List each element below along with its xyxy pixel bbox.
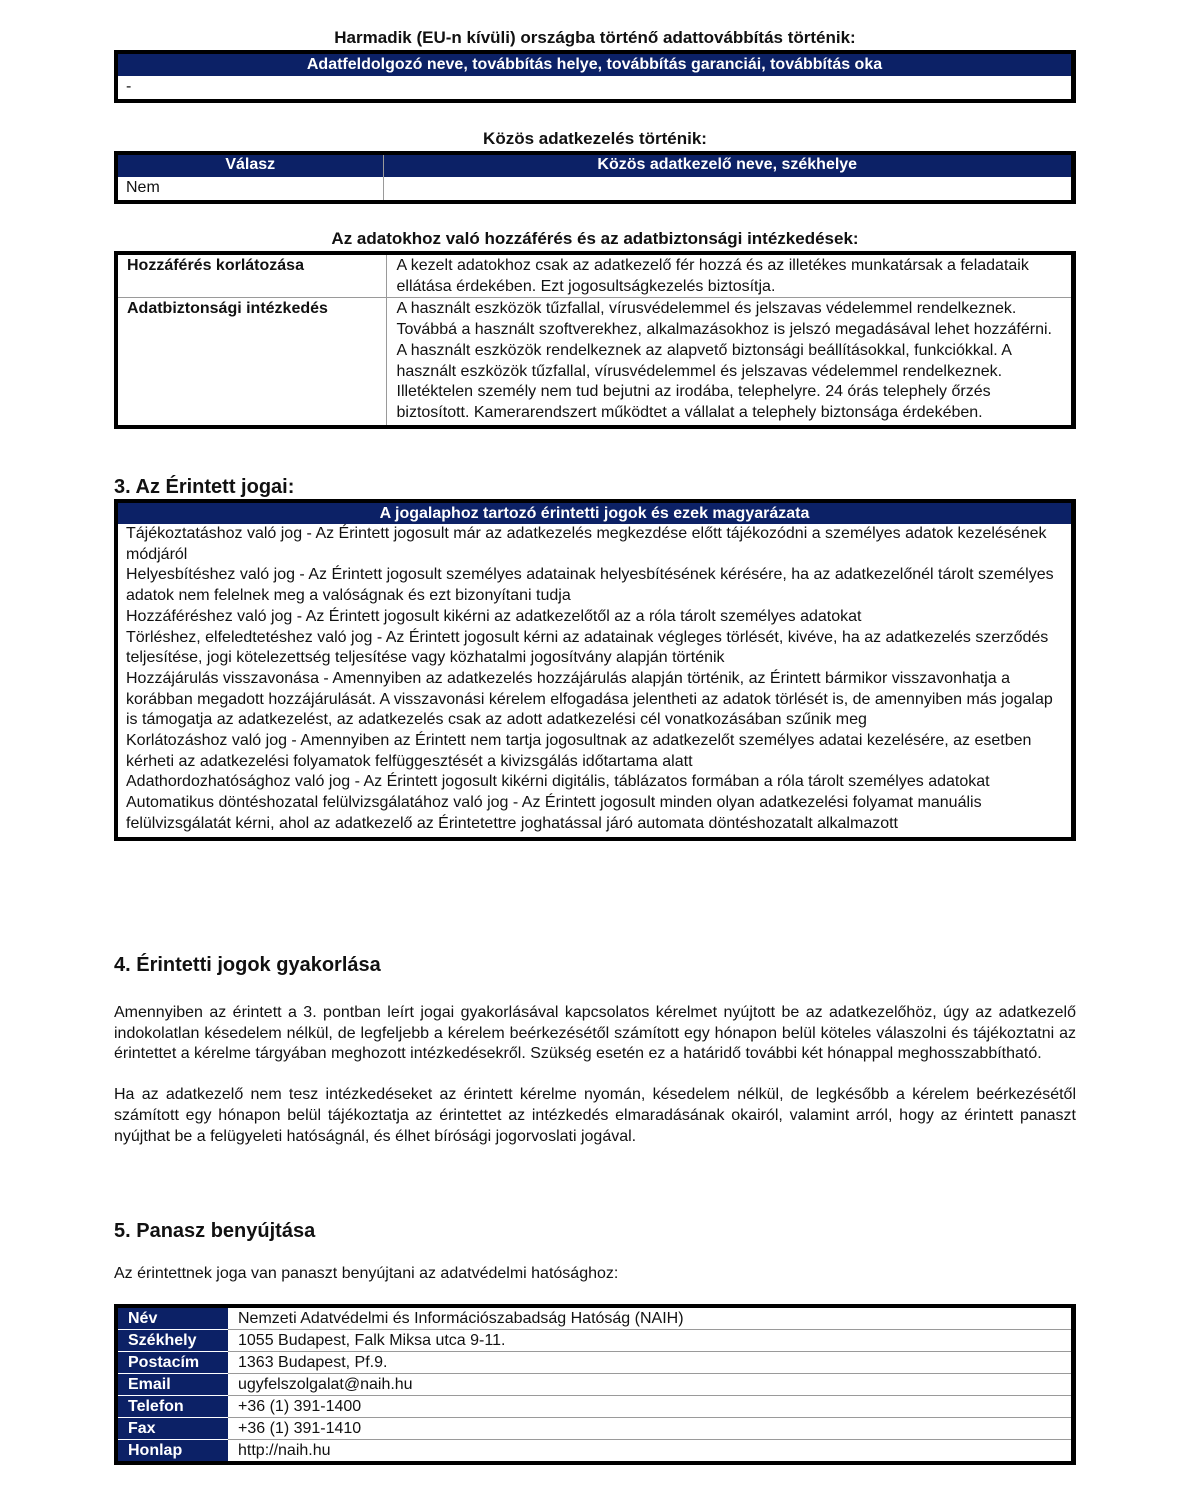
rights-table bbox=[114, 499, 1076, 841]
joint-control-title: Közös adatkezelés történik: bbox=[483, 129, 707, 148]
contact-row-name bbox=[118, 1308, 1071, 1330]
contact-value: +36 (1) 391-1400 bbox=[228, 1395, 1071, 1417]
contact-key: Fax bbox=[118, 1417, 228, 1439]
joint-control-table bbox=[114, 151, 1076, 204]
section-3 bbox=[114, 475, 1076, 841]
contact-row-postal bbox=[118, 1351, 1071, 1373]
rights-list bbox=[118, 524, 1071, 837]
authority-contact-table bbox=[114, 1304, 1076, 1465]
section-5-intro: Az érintettnek joga van panaszt benyújtani az adatvédelmi hatósághoz: bbox=[114, 1265, 619, 1282]
right-item: Hozzáféréshez való jog - Az Érintett jogosult kikérni az adatkezelőtől az a róla tárolt személyes adatokat bbox=[126, 607, 862, 625]
security-text-measures bbox=[386, 298, 1071, 425]
contact-key: Telefon bbox=[118, 1395, 228, 1417]
contact-row-website bbox=[118, 1439, 1071, 1461]
third-country-header: Adatfeldolgozó neve, továbbítás helye, továbbítás garanciái, továbbítás oka bbox=[118, 54, 1071, 76]
section-3-heading: 3. Az Érintett jogai: bbox=[114, 476, 295, 498]
security-label-measures: Adatbiztonsági intézkedés bbox=[118, 298, 386, 425]
right-item: Automatikus döntéshozatal felülvizsgálatához való jog - Az Érintett jogosult minden olyan adatkezelési folyamat manuális felülvizsgálatát kérni, ahol az adatkezelő az Érintetettre joghatással járó automata döntéshozatalt alkalmazott bbox=[126, 794, 982, 832]
right-item: Helyesbítéshez való jog - Az Érintett jogosult személyes adatainak helyesbítésének kérésére, ha az adatkezelőnél tárolt személyes adatok nem felelnek meg a valóságnak és ezt bizonyítani tudja bbox=[126, 566, 1054, 605]
contact-email[interactable]: ugyfelszolgalat@naih.hu bbox=[228, 1373, 1071, 1395]
right-item: Korlátozáshoz való jog - Amennyiben az Érintett nem tartja jogosultnak az adatkezelőt személyes adatai kezelésére, az esetben kérheti az adatkezelési folyamatok felfüggesztését a kivizsgálás időtartama alatt bbox=[126, 732, 1032, 770]
contact-row-email bbox=[118, 1373, 1071, 1395]
contact-key: Honlap bbox=[118, 1439, 228, 1461]
joint-control-header-answer: Válasz bbox=[118, 155, 383, 177]
right-item: Törléshez, elfeledtetéshez való jog - Az Érintett jogosult kérni az adatainak végleges törlését, kivéve, ha az adatkezelés szerződés teljesítése, jogi kötelezettség teljesítése vagy közhatalmi jogosítvány alapján történik bbox=[126, 628, 1049, 667]
section-4-paragraph: Ha az adatkezelő nem tesz intézkedéseket az érintett kérelme nyomán, késedelem nélkül, de legkésőbb a kérelem beérkezésétől számított egy hónapon belül tájékoztatja az érintettet az intézkedés elmaradásának okairól, valamint arról, hogy az érintett panaszt nyújthat be a felügyeleti hatóságnál, és élhet bírósági jogorvoslati jogával. bbox=[114, 1086, 1076, 1145]
contact-value: Nemzeti Adatvédelmi és Információszabadság Hatóság (NAIH) bbox=[238, 1309, 684, 1327]
contact-key: Postacím bbox=[118, 1351, 228, 1373]
security-section bbox=[114, 229, 1076, 429]
joint-control-name bbox=[383, 177, 1071, 200]
contact-row-fax bbox=[118, 1417, 1071, 1439]
section-5 bbox=[114, 1219, 1076, 1465]
contact-key: Székhely bbox=[118, 1329, 228, 1351]
right-item: Tájékoztatáshoz való jog - Az Érintett jogosult már az adatkezelés megkezdése előtt tájékozódni a személyes adatok kezelésének módjáról bbox=[126, 525, 1047, 563]
contact-value: 1363 Budapest, Pf.9. bbox=[228, 1351, 1071, 1373]
security-title: Az adatokhoz való hozzáférés és az adatbiztonsági intézkedések: bbox=[331, 229, 859, 248]
right-item: Hozzájárulás visszavonása - Amennyiben az adatkezelés hozzájárulás alapján történik, az Érintett bármikor visszavonhatja a korábban megadott hozzájárulását. A visszavonási kérelem elfogadása jelentheti az adatok törlését is, de amennyiben más jogalap is támogatja az adatkezelést, az adatkezelés csak az adott adatkezelési cél vonatkozásában szűnik meg bbox=[126, 669, 1053, 729]
security-label-access: Hozzáférés korlátozása bbox=[127, 257, 304, 274]
joint-control-answer: Nem bbox=[126, 179, 160, 196]
security-text-access: A kezelt adatokhoz csak az adatkezelő fér hozzá és az illetékes munkatársak a feladataik ellátása érdekében. Ezt jogosultságkezelés biztosítja. bbox=[386, 255, 1071, 298]
third-country-value: - bbox=[126, 78, 132, 95]
security-table bbox=[114, 251, 1076, 429]
third-country-table bbox=[114, 50, 1076, 103]
right-item: Adathordozhatósághoz való jog - Az Érintett jogosult kikérni digitális, táblázatos formában a róla tárolt személyes adatokat bbox=[126, 773, 990, 791]
contact-key: Email bbox=[118, 1373, 228, 1395]
security-text-measures-part2: Illetéktelen személy nem tud bejutni az irodába, telephelyre. 24 órás telephely őrzés biztosított. Kamerarendszert működtet a vállalat a telephely biztonsága érdekében. bbox=[396, 383, 991, 421]
contact-key: Név bbox=[118, 1308, 228, 1330]
contact-row-seat bbox=[118, 1329, 1071, 1351]
section-4 bbox=[114, 953, 1076, 1147]
third-country-section bbox=[114, 28, 1076, 103]
security-text-measures-part1: A használt eszközök tűzfallal, vírusvédelemmel és jelszavas védelemmel rendelkeznek. Továbbá a használt szoftverekhez, alkalmazásokhoz is jelszó megadásával lehet hozzáférni. A használt eszközök rendelkeznek az alapvető biztonsági beállításokkal, funkciókkal. A használt eszközök tűzfallal, vírusvédelemmel és jelszavas védelemmel rendelkeznek. bbox=[396, 300, 1052, 380]
joint-control-section bbox=[114, 129, 1076, 204]
contact-row-phone bbox=[118, 1395, 1071, 1417]
rights-table-header: A jogalaphoz tartozó érintetti jogok és ezek magyarázata bbox=[118, 503, 1071, 524]
joint-control-header-name: Közös adatkezelő neve, székhelye bbox=[383, 155, 1071, 177]
section-4-heading: 4. Érintetti jogok gyakorlása bbox=[114, 954, 381, 976]
contact-value: +36 (1) 391-1410 bbox=[228, 1417, 1071, 1439]
third-country-title: Harmadik (EU-n kívüli) országba történő adattovábbítás történik: bbox=[334, 28, 856, 47]
section-5-heading: 5. Panasz benyújtása bbox=[114, 1220, 316, 1242]
section-4-paragraph: Amennyiben az érintett a 3. pontban leírt jogai gyakorlásával kapcsolatos kérelmet nyújtott be az adatkezelőhöz, úgy az adatkezelő indokolatlan késedelem nélkül, de legfeljebb a kérelem beérkezésétől számított egy hónapon belül köteles válaszolni és tájékoztatni az érintettet a kérelme tárgyában meghozott intézkedésekről. Szükség esetén ez a határidő további két hónappal meghosszabbítható. bbox=[114, 1004, 1076, 1063]
contact-website-link[interactable]: http://naih.hu bbox=[228, 1439, 1071, 1461]
contact-value: 1055 Budapest, Falk Miksa utca 9-11. bbox=[228, 1329, 1071, 1351]
